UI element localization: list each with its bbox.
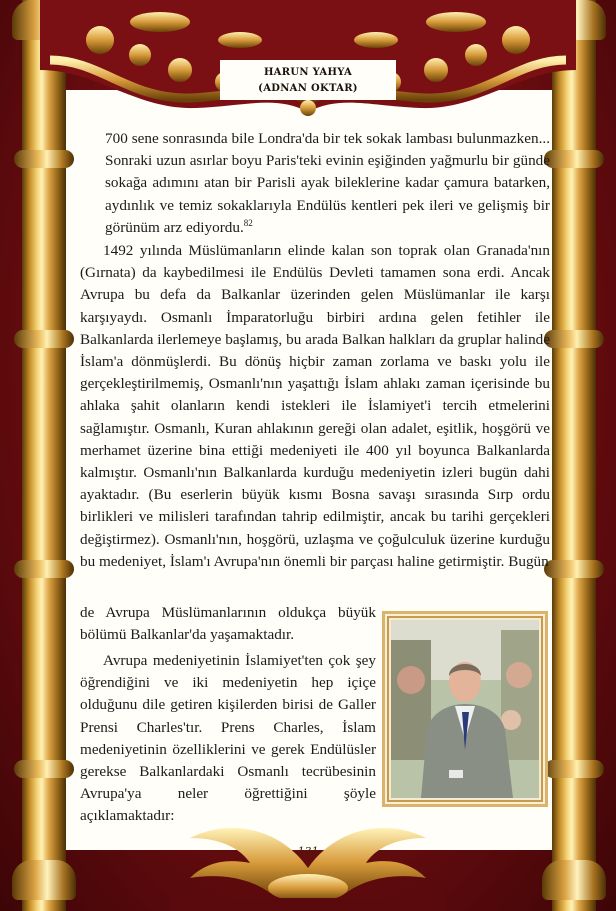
bottom-wing-ornament <box>170 808 446 911</box>
author-name: HARUN YAHYA <box>263 67 353 78</box>
paragraph-granada-end: de Avrupa Müslümanlarının oldukça büyük bölümü Balkanlar'da yaşamaktadır. <box>80 604 376 644</box>
footnote-marker: 82 <box>243 217 253 228</box>
prince-charles-photo <box>391 620 539 798</box>
photo-frame <box>382 611 548 807</box>
author-alias: (ADNAN OKTAR) <box>258 83 358 94</box>
quote-block <box>105 128 550 239</box>
paragraph-prince-charles: Avrupa medeniyetinin İslamiyet'ten çok şey öğrendiğini ve iki medeniyetin hep içiçe olduğunu dile getiren kişilerden birisi de Galler Prensi Charles'tır. Prens Charles, İslam medeniyetinin özelliklerini ve gerek Endülüsler gerekse Balkanlardaki Osmanlı tecrübesinin Avrupa'ya neler öğrettiğini şöyle açıklamaktadır: <box>80 652 376 825</box>
paragraph-granada: 1492 yılında Müslümanların elinde kalan son toprak olan Granada'nın (Gırnata) da kaybedilmesi ile Endülüs Devleti tamamen sona erdi. Ancak Avrupa bu defa da Balkanlar üzerinden gelen Müslümanlar ile karşı karşıyaydı. Osmanlı İmparatorluğu birbiri ardına gelen fetihler ile Balkanlarda ilerlemeye başlamış, bu arada Balkan halkları da gruplar halinde İslam'a dönmüşlerdi. Bu dönüş hiçbir zaman zorlama ve baskı yolu ile gerçekleştirilmemiş, Osmanlı'nın yaşattığı İslam ahlakı zaman içerisinde bu ahlaka şahit olanların kendi istekleri ile İslamiyet'i tercih etmelerini sağlamıştır. Osmanlı, Kuran ahlakının gereği olan adalet, eşitlik, hoşgörü ve merhamet üzerine bina ettiği medeniyeti ile 400 yıl boyunca Balkanlarda kalmıştır. Osmanlı'nın Balkanlarda kurduğu medeniyetin izleri bugün dahi ayaktadır. (Bu eserlerin büyük kısmı Bosna savaşı sırasında Sırp ordu birlikleri ve milisleri tarafından tahrip edilmiştir, ancak bu tarihi gerçekleri değiştirmez). Osmanlı'nın, hoşgörü, uzlaşma ve çoğulculuk üzerine kurduğu bu medeniyet, İslam'ı Avrupa'nın önemli bir parçası haline getirmiştir. Bugün <box>80 242 550 570</box>
quote-text: 700 sene sonrasında bile Londra'da bir tek sokak lambası bulunmazken... Sonraki uzun asırlar boyu Paris'teki evinin eşiğinden yağmurlu bir günde sokağa adımını atan bir Parisli ayak bileklerine kadar çamura batarken, aydınlık ve temiz sokaklarıyla Endülüs kentleri pek ileri ve gelişmiş bir görünüm arz ediyordu. <box>105 130 550 236</box>
page-number: 131 <box>297 845 319 858</box>
